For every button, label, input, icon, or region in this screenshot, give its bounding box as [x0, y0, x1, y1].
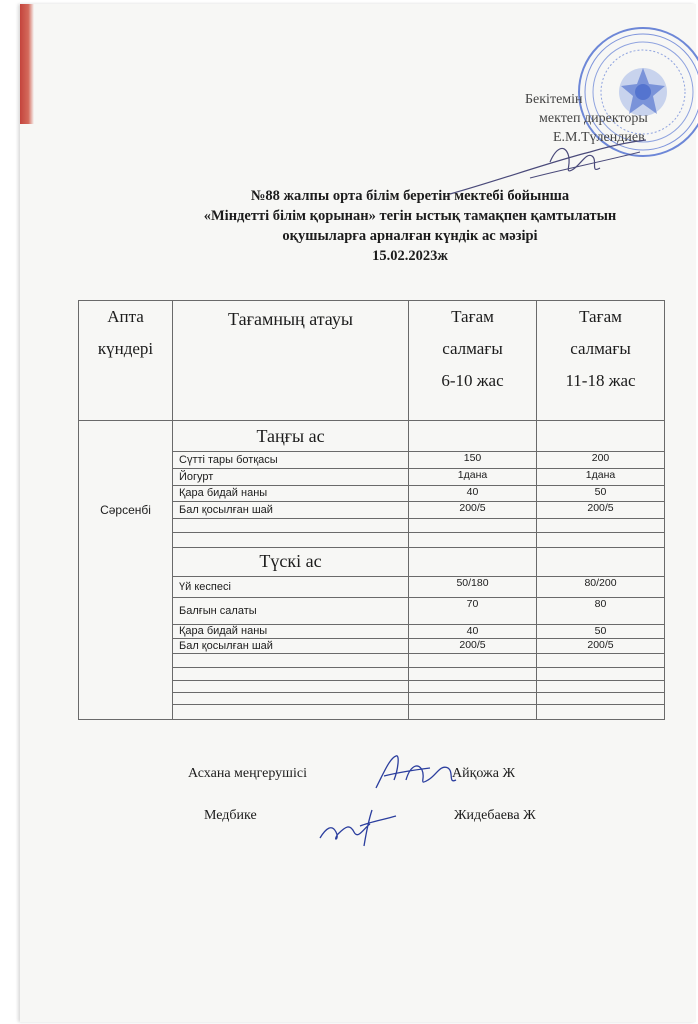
day-cell: Сәрсенбі: [79, 421, 173, 720]
header-row: [79, 301, 665, 421]
canteen-manager-label: Асхана меңгерушісі: [188, 766, 307, 781]
dish-name: Қара бидай наны: [173, 624, 409, 639]
header-weight-6-10: Тағам салмағы 6-10 жас: [409, 301, 537, 421]
weight-6-10: 40: [409, 624, 537, 639]
weight-11-18: 80/200: [537, 576, 665, 597]
weight-6-10: 200/5: [409, 502, 537, 519]
title-line-2: «Міндетті білім қорынан» тегін ыстық тамақпен қамтылатын: [203, 208, 617, 224]
canteen-manager-signature: [370, 750, 460, 794]
breakfast-title: Таңғы ас: [173, 421, 409, 452]
weight-6-10: 40: [409, 485, 537, 502]
document-title: [120, 186, 698, 266]
approval-label: Бекітемін: [525, 92, 583, 107]
dish-name: Үй кеспесі: [173, 576, 409, 597]
title-line-1: №88 жалпы орта білім беретін мектебі бойынша: [250, 188, 570, 204]
weight-11-18: 1дана: [537, 469, 665, 486]
weight-11-18: 50: [537, 624, 665, 639]
dish-name: Бал қосылған шай: [173, 502, 409, 519]
nurse-signature: [316, 804, 400, 848]
dish-name: Сүтті тары ботқасы: [173, 452, 409, 469]
dish-name: Қара бидай наны: [173, 485, 409, 502]
weight-6-10: 50/180: [409, 576, 537, 597]
weight-11-18: 50: [537, 485, 665, 502]
page-edge-shadow: [20, 4, 34, 124]
title-line-3: оқушыларға арналған күндік ас мәзірі: [282, 228, 538, 244]
nurse-name: Жидебаева Ж: [454, 808, 536, 823]
weight-6-10: 1дана: [409, 469, 537, 486]
weight-6-10: 200/5: [409, 639, 537, 654]
header-weight-11-18: Тағам салмағы 11-18 жас: [537, 301, 665, 421]
header-dish-name: Тағамның атауы: [173, 301, 409, 421]
document-page: [20, 4, 696, 1022]
weight-6-10: 70: [409, 597, 537, 624]
header-day: Апта күндері: [79, 301, 173, 421]
approval-position: мектеп директоры: [539, 111, 648, 126]
dish-name: Йогурт: [173, 469, 409, 486]
dish-name: Бал қосылған шай: [173, 639, 409, 654]
weight-6-10: 150: [409, 452, 537, 469]
breakfast-title-row: [79, 421, 665, 452]
nurse-label: Медбике: [204, 808, 257, 823]
dish-name: Балғын салаты: [173, 597, 409, 624]
approval-name: Е.М.Түлендиев: [553, 130, 645, 145]
weight-11-18: 80: [537, 597, 665, 624]
lunch-title: Түскі ас: [173, 547, 409, 576]
title-date: 15.02.2023ж: [372, 248, 448, 264]
weight-11-18: 200: [537, 452, 665, 469]
weight-11-18: 200/5: [537, 502, 665, 519]
menu-table: [78, 300, 665, 720]
weight-11-18: 200/5: [537, 639, 665, 654]
canteen-manager-name: Айқожа Ж: [452, 766, 515, 781]
